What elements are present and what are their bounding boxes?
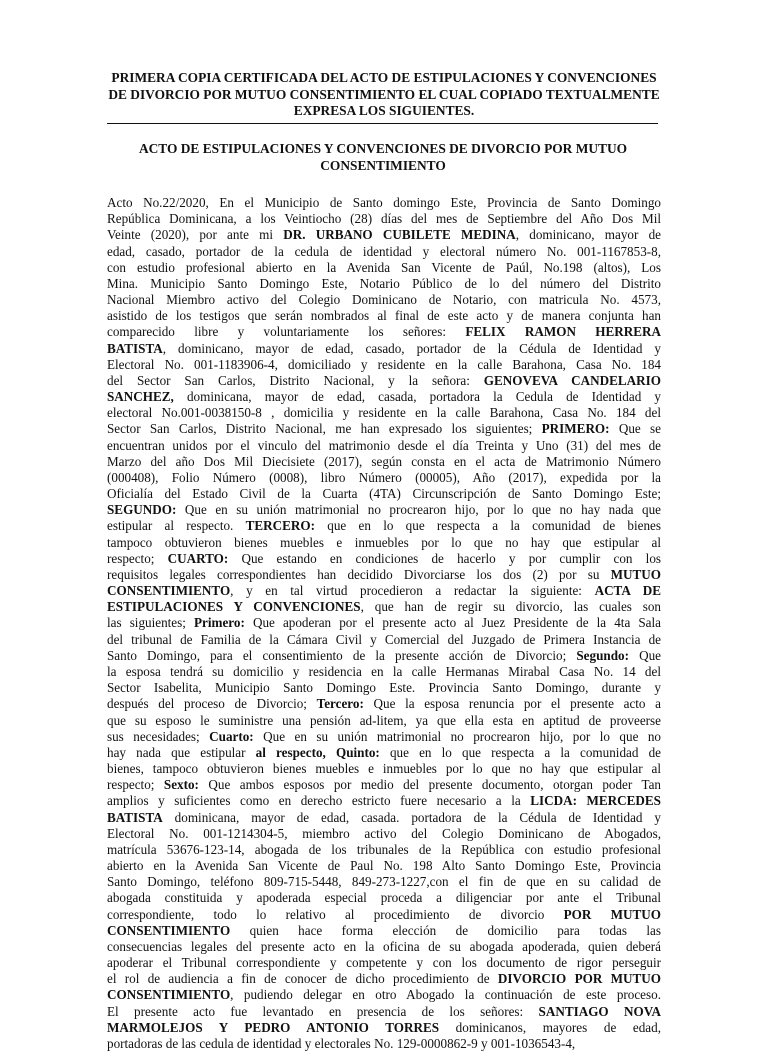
text-line [107, 923, 661, 939]
text-run: Que estando en condiciones de hacerlo y por cumplir con los [228, 550, 662, 566]
text-run: , dominicano, mayor de [515, 227, 661, 243]
text-run: Que apoderan por el presente acto al Juez Presidente de la 4ta Sala [244, 615, 662, 631]
text-line [107, 1004, 661, 1020]
text-run: edad, casado, portador de la cedula de identidad y electoral número No. 001-1167853-8, [107, 243, 661, 259]
text-line [107, 389, 661, 405]
text-line [107, 615, 661, 631]
text-line [107, 195, 661, 211]
text-line [107, 567, 661, 583]
text-run: que en lo que respecta a la comunidad de [379, 744, 661, 760]
bold-text-run: GENOVEVA CANDELARIO [483, 372, 661, 388]
text-run: portadoras de las cedula de identidad y electorales No. 129-0000862-9 y 001-1036543-4, [107, 1035, 576, 1051]
text-run: abogada constituida y apoderada especial proceda a diligenciar por ante el Tribunal [107, 890, 661, 906]
text-run: Electoral No. 001-1214304-5, miembro activo del Colegio Dominicano de Abogados, [107, 825, 661, 841]
bold-text-run: SANCHEZ, [107, 389, 174, 405]
bold-text-run: Cuarto: [209, 728, 254, 744]
text-line [107, 987, 661, 1003]
bold-text-run: BATISTA [107, 809, 163, 825]
text-run: , dominicano, mayor de edad, casado, portador de la Cédula de Identidad y [162, 340, 661, 356]
text-run: Veinte (2020), por ante mi [107, 227, 284, 243]
text-line [107, 826, 661, 842]
bold-text-run: Primero: [194, 615, 245, 631]
text-run: Sector Isabelita, Municipio Santo Domingo Este. Provincia Santo Domingo, durante y [107, 680, 661, 696]
text-run: apoderar el Tribunal correspondiente y competente y con los documento de rigor perseguir [107, 955, 661, 971]
text-line [107, 1020, 661, 1036]
text-line [107, 260, 661, 276]
bold-text-run: TERCERO: [245, 518, 315, 534]
bold-text-run: Segundo: [576, 647, 629, 663]
text-line [107, 535, 661, 551]
text-line [107, 341, 661, 357]
text-run: electoral No.001-0038150-8 , domicilia y residente en la calle Barahona, Casa No. 184 del [107, 405, 661, 421]
text-line [107, 1036, 661, 1052]
bold-text-run: MARMOLEJOS Y PEDRO ANTONIO TORRES [107, 1019, 440, 1035]
text-line [107, 664, 661, 680]
text-run: requisitos legales correspondientes han decidido Divorciarse los dos (2) por su [107, 566, 611, 582]
text-line [107, 907, 661, 923]
text-line [107, 583, 661, 599]
text-run: después del proceso de Divorcio; [107, 696, 317, 712]
text-line [107, 648, 661, 664]
text-run: Santo Domingo, para el consentimiento de la presente acción de Divorcio; [107, 647, 577, 663]
text-line [107, 438, 661, 454]
bold-text-run: LICDA: MERCEDES [530, 793, 661, 809]
text-line [107, 761, 661, 777]
text-line [107, 227, 661, 243]
text-line [107, 971, 661, 987]
text-line [107, 793, 661, 809]
bold-text-run: Sexto: [163, 777, 199, 793]
text-run: con estudio profesional abierto en la Avenida San Vicente de Paúl, No.198 (altos), Los [107, 259, 661, 275]
text-line [107, 454, 661, 470]
text-line [107, 276, 661, 292]
bold-text-run: DR. URBANO CUBILETE MEDINA [283, 227, 516, 243]
text-line [107, 955, 661, 971]
text-line [107, 842, 661, 858]
bold-text-run: Tercero: [316, 696, 364, 712]
text-run: dominicanos, mayores de edad, [439, 1019, 661, 1035]
text-line [107, 551, 661, 567]
text-run: Que en su unión matrimonial no procrearon hijo, por lo que no [253, 728, 662, 744]
text-line [107, 599, 661, 615]
text-run: , que han de regir su divorcio, las cuales son [360, 599, 661, 615]
text-line [107, 680, 661, 696]
text-run: que su esposo le suministre una pensión ad-litem, ya que ella esta en aptitud de proveerse [107, 712, 661, 728]
text-run: dominicana, mayor de edad, casada. portadora de la Cédula de Identidad y [162, 809, 661, 825]
text-run: estipular al respecto. [107, 518, 246, 534]
bold-text-run: CUARTO: [167, 550, 229, 566]
bold-text-run: POR MUTUO [563, 906, 661, 922]
text-run: el rol de audiencia a fin de conocer de dicho procedimiento de [107, 971, 498, 987]
text-run: Que se [609, 421, 661, 437]
text-run: la esposa tendrá su domicilio y residencia en la calle Hermanas Mirabal Casa No. 14 del [107, 663, 661, 679]
bold-text-run: al respecto, Quinto: [255, 744, 380, 760]
text-run: asistido de los testigos que serán nombrados al final de este acto y de manera conjunta han [107, 308, 661, 324]
text-run: El presente acto fue levantado en presencia de los señores: [107, 1003, 539, 1019]
text-line [107, 696, 661, 712]
bold-text-run: CONSENTIMIENTO [107, 987, 231, 1003]
text-run: sus necesidades; [107, 728, 210, 744]
text-line [107, 890, 661, 906]
text-line [107, 502, 661, 518]
text-run: las siguientes; [107, 615, 195, 631]
text-run: Oficialía del Estado Civil de la Cuarta (4TA) Circunscripción de Santo Domingo Este; [107, 486, 661, 502]
text-run: Nacional Miembro activo del Colegio Dominicano de Notario, con matricula No. 4573, [107, 292, 661, 308]
text-line [107, 632, 661, 648]
text-run: dominicana, mayor de edad, casada, portadora la Cedula de Identidad y [173, 389, 661, 405]
bold-text-run: SEGUNDO: [107, 502, 177, 518]
text-run: quien hace forma elección de domicilio para todas las [230, 922, 661, 938]
text-run: , y en tal virtud procedieron a redactar la siguiente: [230, 583, 595, 599]
text-line [107, 470, 661, 486]
bold-text-run: ACTA DE [594, 583, 661, 599]
heading-underline [107, 123, 658, 124]
bold-text-run: BATISTA [107, 340, 163, 356]
text-run: Santo Domingo, teléfono 809-715-5448, 849-273-1227,con el fin de que en su calidad de [107, 874, 661, 890]
text-line [107, 308, 661, 324]
text-line [107, 292, 661, 308]
bold-text-run: SANTIAGO NOVA [538, 1003, 661, 1019]
text-run: matrícula 53676-123-14, abogada de los tribunales de la República con estudio profesional [107, 841, 661, 857]
bold-text-run: CONSENTIMIENTO [107, 583, 231, 599]
certified-copy-heading: PRIMERA COPIA CERTIFICADA DEL ACTO DE ESTIPULACIONES Y CONVENCIONES DE DIVORCIO POR MUTUO CONSENTIMIENTO EL CUAL COPIADO TEXTUALMENTE EXPRESA LOS SIGUIENTES. [108, 70, 660, 118]
text-line [107, 874, 661, 890]
text-line [107, 373, 661, 389]
bold-text-run: PRIMERO: [541, 421, 610, 437]
text-run: respecto; [107, 777, 164, 793]
text-line [107, 858, 661, 874]
bold-text-run: CONSENTIMIENTO [107, 922, 231, 938]
text-run: correspondiente, todo lo relativo al procedimiento de divorcio [107, 906, 564, 922]
text-run: tampoco obtuvieron bienes muebles e inmuebles por lo que no hay que estipular al [107, 534, 661, 550]
text-run: Electoral No. 001-1183906-4, domiciliado y residente en la calle Barahona, Casa No. 184 [107, 356, 661, 372]
text-run: Que en su unión matrimonial no procrearon hijo, por lo que no hay nada que [176, 502, 661, 518]
text-line [107, 713, 661, 729]
text-line [107, 244, 661, 260]
text-line [107, 211, 661, 227]
text-run: respecto; [107, 550, 168, 566]
text-run: consecuencias legales del presente acto en la oficina de su abogada apoderada, quien deberá [107, 938, 661, 954]
act-body-text [107, 195, 661, 1052]
text-run: que en lo que respecta a la comunidad de bienes [315, 518, 662, 534]
text-run: Que [628, 647, 661, 663]
text-run: bienes, tampoco obtuvieron bienes muebles e inmuebles por lo que no hay que estipular al [107, 761, 661, 777]
text-run: Marzo del año Dos Mil Diecisiete (2017), según consta en el acta de Matrimonio Número [107, 453, 661, 469]
bold-text-run: ESTIPULACIONES Y CONVENCIONES [107, 599, 361, 615]
text-line [107, 745, 661, 761]
bold-text-run: MUTUO [610, 566, 661, 582]
text-run: Mina. Municipio Santo Domingo Este, Notario Público de lo del número del Distrito [107, 275, 661, 291]
text-run: Que la esposa renuncia por el presente acto a [363, 696, 661, 712]
text-line [107, 518, 661, 534]
text-run: Que ambos esposos por medio del presente documento, otorgan poder Tan [198, 777, 661, 793]
text-run: amplios y suficientes como en derecho estricto fuere necesario a la [107, 793, 531, 809]
text-run: encuentran unidos por el vinculo del matrimonio desde el día Treinta y Uno (31) del mes de [107, 437, 661, 453]
text-line [107, 324, 661, 340]
text-line [107, 357, 661, 373]
bold-text-run: DIVORCIO POR MUTUO [497, 971, 661, 987]
text-line [107, 486, 661, 502]
bold-text-run: FELIX RAMON HERRERA [465, 324, 661, 340]
text-run: , pudiendo delegar en otro Abogado la continuación de este proceso. [230, 987, 661, 1003]
text-run: hay nada que estipular [107, 744, 256, 760]
text-run: República Dominicana, a los Veintiocho (28) días del mes de Septiembre del Año Dos Mil [107, 211, 661, 227]
text-run: (000408), Folio Número (0008), libro Número (00005), Año (2017), expedida por la [107, 469, 661, 485]
text-run: del Sector San Carlos, Distrito Nacional, y la señora: [107, 372, 484, 388]
text-run: Acto No.22/2020, En el Municipio de Santo domingo Este, Provincia de Santo Domingo [107, 195, 661, 210]
text-run: del tribunal de Familia de la Cámara Civil y Comercial del Juzgado de Primera Instancia de [107, 631, 661, 647]
text-line [107, 939, 661, 955]
text-line [107, 810, 661, 826]
text-run: comparecido libre y voluntariamente los señores: [107, 324, 466, 340]
act-title: ACTO DE ESTIPULACIONES Y CONVENCIONES DE DIVORCIO POR MUTUO CONSENTIMIENTO [138, 141, 628, 173]
text-run: Sector San Carlos, Distrito Nacional, me han expresado los siguientes; [107, 421, 542, 437]
text-line [107, 777, 661, 793]
text-line [107, 421, 661, 437]
text-run: abierto en la Avenida San Vicente de Paul No. 198 Alto Santo Domingo Este, Provincia [107, 858, 661, 874]
text-line [107, 405, 661, 421]
text-line [107, 729, 661, 745]
